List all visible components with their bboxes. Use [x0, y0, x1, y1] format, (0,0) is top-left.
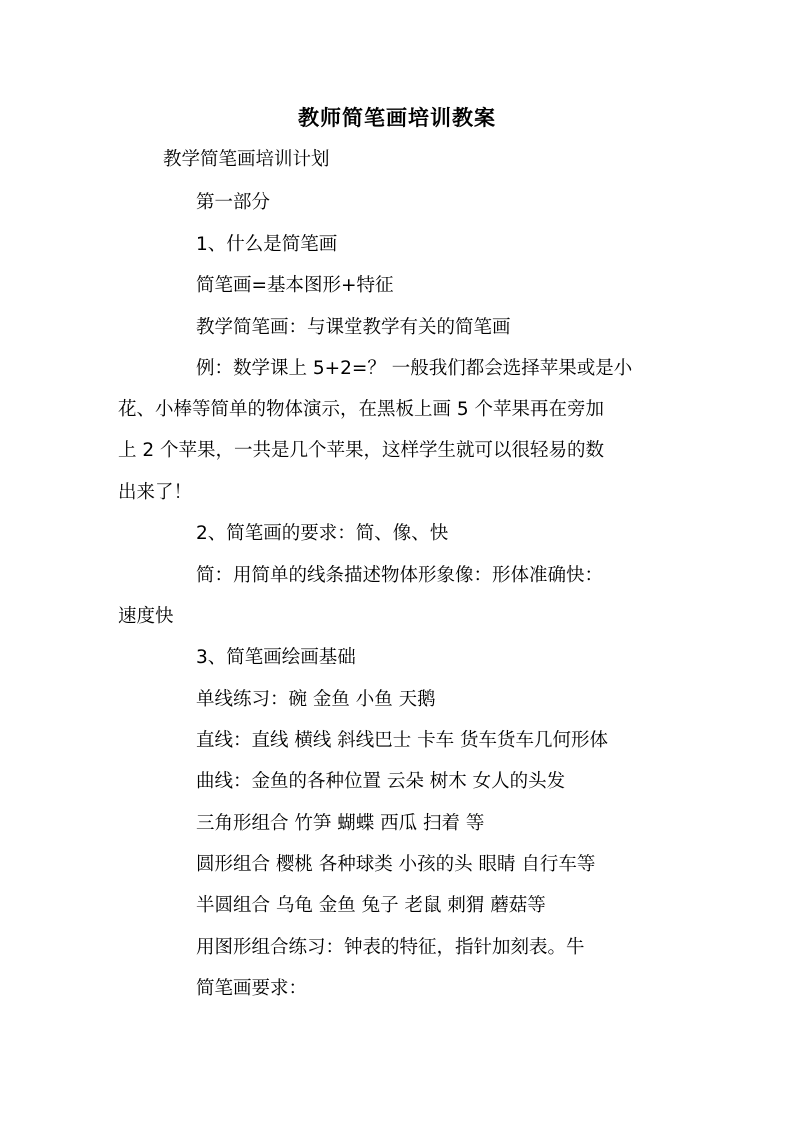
paragraph-line: 简：用简单的线条描述物体形象像：形体准确快： — [196, 565, 604, 586]
paragraph-line: 简笔画要求： — [196, 978, 308, 999]
paragraph-line: 第一部分 — [196, 192, 271, 213]
paragraph-line: 3、简笔画绘画基础 — [196, 647, 356, 668]
document-subtitle: 教学简笔画培训计划 — [163, 149, 330, 170]
paragraph-line: 速度快 — [118, 606, 174, 627]
paragraph-line: 三角形组合 竹笋 蝴蝶 西瓜 扫着 等 — [196, 813, 485, 834]
paragraph-line: 曲线：金鱼的各种位置 云朵 树木 女人的头发 — [196, 771, 566, 792]
paragraph-line: 例：数学课上 5+2=？ 一般我们都会选择苹果或是小 — [196, 358, 633, 379]
paragraph-line: 2、简笔画的要求：简、像、快 — [196, 523, 449, 544]
paragraph-line: 用图形组合练习：钟表的特征，指针加刻表。牛 — [196, 937, 585, 958]
paragraph-line: 出来了！ — [118, 482, 193, 503]
paragraph-line: 半圆组合 乌龟 金鱼 兔子 老鼠 刺猬 蘑菇等 — [196, 895, 546, 916]
paragraph-line: 单线练习：碗 金鱼 小鱼 天鹅 — [196, 689, 436, 710]
paragraph-line: 1、什么是简笔画 — [196, 234, 338, 255]
paragraph-line: 上 2 个苹果，一共是几个苹果，这样学生就可以很轻易的数 — [118, 440, 605, 461]
document-title: 教师简笔画培训教案 — [298, 105, 496, 130]
paragraph-line: 直线：直线 横线 斜线巴士 卡车 货车货车几何形体 — [196, 730, 609, 751]
paragraph-line: 花、小棒等简单的物体演示，在黑板上画 5 个苹果再在旁加 — [118, 399, 605, 420]
paragraph-line: 圆形组合 樱桃 各种球类 小孩的头 眼睛 自行车等 — [196, 854, 596, 875]
paragraph-line: 教学简笔画：与课堂教学有关的简笔画 — [196, 317, 511, 338]
paragraph-line: 简笔画=基本图形+特征 — [196, 275, 394, 296]
